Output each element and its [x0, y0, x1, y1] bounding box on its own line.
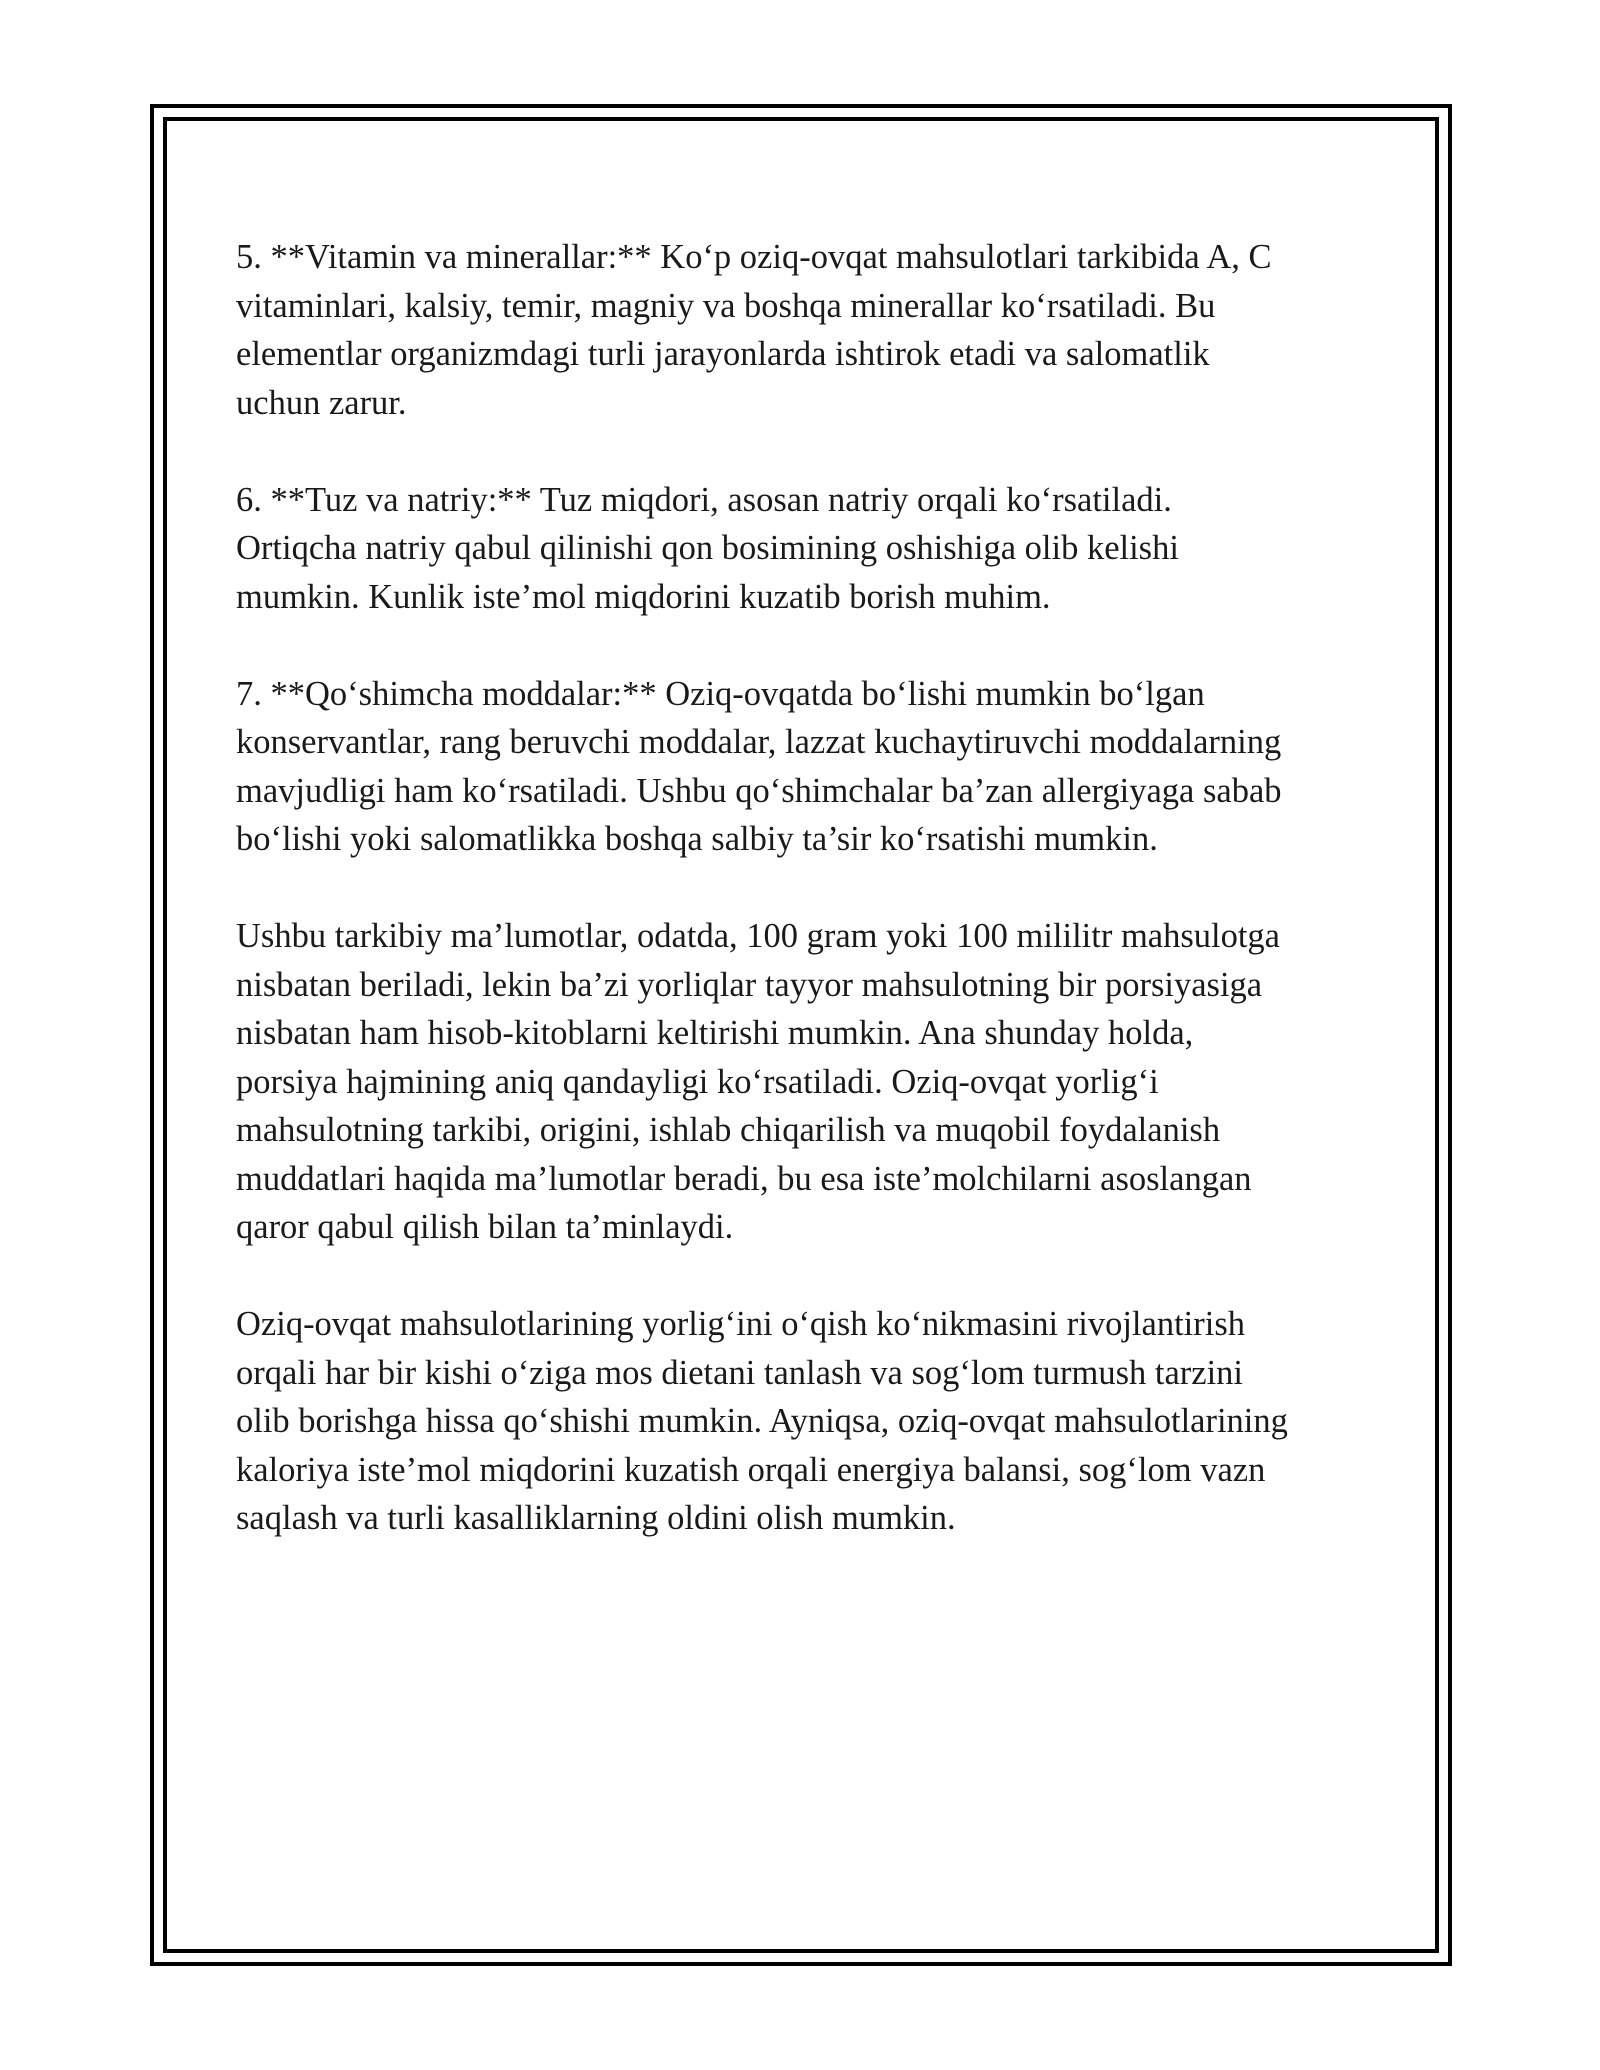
text-line: mavjudligi ham ko‘rsatiladi. Ushbu qo‘shimchalar ba’zan allergiyaga sabab [236, 771, 1282, 810]
text-line: Ushbu tarkibiy ma’lumotlar, odatda, 100 gram yoki 100 mililitr mahsulotga [236, 917, 1280, 955]
paragraph-vitamins [236, 233, 1386, 427]
text-line: Ortiqcha natriy qabul qilinishi qon bosimining oshishiga olib kelishi [236, 529, 1179, 567]
text-line: elementlar organizmdagi turli jarayonlarda ishtirok etadi va salomatlik [236, 335, 1210, 373]
text-line: porsiya hajmining aniq qandayligi ko‘rsatiladi. Oziq-ovqat yorlig‘i [236, 1062, 1159, 1101]
text-line: kaloriya iste’mol miqdorini kuzatish orqali energiya balansi, sog‘lom vazn [236, 1450, 1266, 1489]
text-line: 6. **Tuz va natriy:** Tuz miqdori, asosan natriy orqali ko‘rsatiladi. [236, 480, 1172, 519]
text-line: mahsulotning tarkibi, origini, ishlab chiqarilish va muqobil foydalanish [236, 1111, 1221, 1149]
text-line: orqali har bir kishi o‘ziga mos dietani tanlash va sog‘lom turmush tarzini [236, 1353, 1243, 1392]
paragraph-conclusion [236, 1300, 1386, 1543]
paragraph-salt-sodium [236, 476, 1386, 622]
text-line: konservantlar, rang beruvchi moddalar, lazzat kuchaytiruvchi moddalarning [236, 723, 1282, 761]
text-line: qaror qabul qilish bilan ta’minlaydi. [236, 1208, 734, 1246]
paragraph-nutrition-info [236, 912, 1386, 1252]
text-line: nisbatan beriladi, lekin ba’zi yorliqlar tayyor mahsulotning bir porsiyasiga [236, 965, 1263, 1004]
text-line: nisbatan ham hisob-kitoblarni keltirishi mumkin. Ana shunday holda, [236, 1014, 1194, 1052]
text-line: Oziq-ovqat mahsulotlarining yorlig‘ini o‘qish ko‘nikmasini rivojlantirish [236, 1305, 1245, 1343]
text-line: saqlash va turli kasalliklarning oldini olish mumkin. [236, 1499, 956, 1537]
text-line: vitaminlari, kalsiy, temir, magniy va boshqa minerallar ko‘rsatiladi. Bu [236, 286, 1216, 325]
text-line: 7. **Qo‘shimcha moddalar:** Oziq-ovqatda bo‘lishi mumkin bo‘lgan [236, 674, 1205, 713]
text-line: uchun zarur. [236, 383, 407, 422]
text-line: mumkin. Kunlik iste’mol miqdorini kuzatib borish muhim. [236, 577, 1051, 616]
text-line: bo‘lishi yoki salomatlikka boshqa salbiy ta’sir ko‘rsatishi mumkin. [236, 820, 1158, 858]
paragraph-additives [236, 670, 1386, 864]
text-line: 5. **Vitamin va minerallar:** Ko‘p oziq-ovqat mahsulotlari tarkibida A, C [236, 238, 1272, 276]
document-body [236, 233, 1386, 1591]
text-line: muddatlari haqida ma’lumotlar beradi, bu esa iste’molchilarni asoslangan [236, 1159, 1252, 1198]
text-line: olib borishga hissa qo‘shishi mumkin. Ayniqsa, oziq-ovqat mahsulotlarining [236, 1402, 1288, 1440]
